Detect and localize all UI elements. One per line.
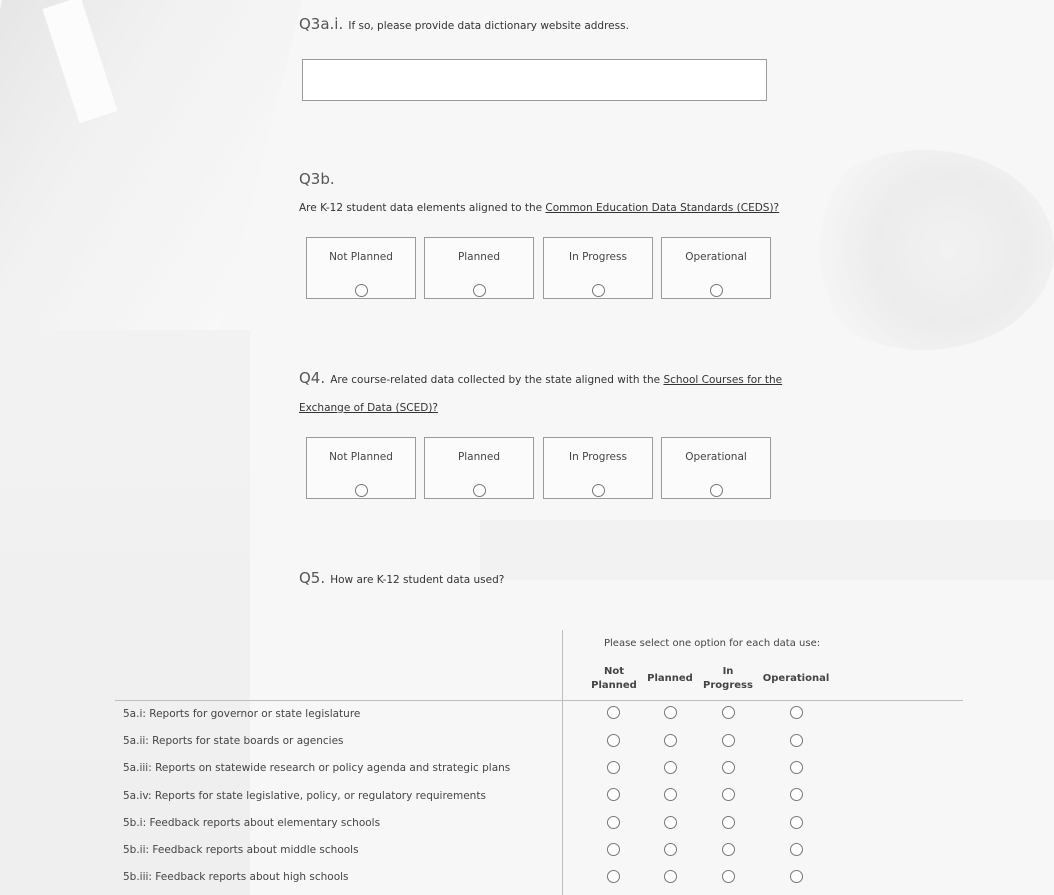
radio-5bii-not-planned[interactable] [607, 843, 620, 856]
q4-label-line1: Q4. Are course-related data collected by the state aligned with the School Courses for the [299, 369, 783, 387]
column-header-in-progress: In Progress [703, 666, 753, 691]
radio-5ai-in-progress[interactable] [722, 706, 735, 719]
radio-5ai-operational[interactable] [790, 706, 803, 719]
option-label: Not Planned [329, 251, 393, 263]
ceds-link[interactable]: Common Education Data Standards (CEDS)? [545, 202, 780, 214]
option-label: Planned [457, 251, 501, 263]
data-dictionary-url-input[interactable] [302, 59, 767, 101]
option-label: In Progress [569, 451, 627, 463]
radio-5aiv-not-planned[interactable] [607, 788, 620, 801]
sced-link-continued[interactable]: Exchange of Data (SCED)? [299, 402, 438, 414]
radio-5aiv-in-progress[interactable] [722, 788, 735, 801]
radio-5aiv-operational[interactable] [790, 788, 803, 801]
matrix-divider-vertical [562, 630, 563, 895]
matrix-instruction: Please select one option for each data use: [604, 638, 821, 649]
matrix-row-label: 5b.ii: Feedback reports about middle schools [123, 844, 359, 856]
radio-5aiii-operational[interactable] [790, 761, 803, 774]
q3b-option-planned[interactable] [424, 237, 534, 299]
q4-label-line2 [299, 396, 438, 415]
radio-5ai-planned[interactable] [664, 706, 677, 719]
sced-link[interactable]: School Courses for the [663, 374, 783, 386]
q3ai-label [299, 14, 629, 33]
radio-5aiii-planned[interactable] [664, 761, 677, 774]
matrix-row-label: 5a.iii: Reports on statewide research or policy agenda and strategic plans [123, 762, 511, 774]
radio-button[interactable] [710, 484, 723, 497]
q3b-option-operational[interactable] [661, 237, 771, 299]
radio-button[interactable] [592, 284, 605, 297]
radio-5aiii-in-progress[interactable] [722, 761, 735, 774]
radio-5biii-not-planned[interactable] [607, 870, 620, 883]
matrix-row-label: 5b.iii: Feedback reports about high schools [123, 871, 349, 883]
q3b-number: Q3b. [299, 170, 335, 188]
radio-5aii-in-progress[interactable] [722, 734, 735, 747]
option-label: Operational [685, 251, 747, 263]
matrix-row-label: 5a.iv: Reports for state legislative, policy, or regulatory requirements [123, 790, 486, 802]
q5-label [299, 568, 504, 587]
question-text: How are K-12 student data used? [330, 574, 505, 586]
column-header-operational: Operational [762, 673, 830, 684]
column-header-not-planned: Not Planned [591, 666, 637, 691]
radio-5bi-operational[interactable] [790, 816, 803, 829]
option-label: Operational [685, 451, 747, 463]
radio-5biii-planned[interactable] [664, 870, 677, 883]
q4-option-planned[interactable] [424, 437, 534, 499]
option-label: In Progress [569, 251, 627, 263]
radio-button[interactable] [355, 284, 368, 297]
radio-5aii-planned[interactable] [664, 734, 677, 747]
q4-option-in-progress[interactable] [543, 437, 653, 499]
question-number: Q5. [299, 569, 326, 587]
radio-5bi-not-planned[interactable] [607, 816, 620, 829]
q4-option-not-planned[interactable] [306, 437, 416, 499]
radio-5biii-in-progress[interactable] [722, 870, 735, 883]
question-text: If so, please provide data dictionary website address. [348, 20, 629, 32]
q4-option-operational[interactable] [661, 437, 771, 499]
q3b-option-not-planned[interactable] [306, 237, 416, 299]
matrix-row-label: 5a.ii: Reports for state boards or agencies [123, 735, 344, 747]
radio-5aii-not-planned[interactable] [607, 734, 620, 747]
radio-5ai-not-planned[interactable] [607, 706, 620, 719]
radio-5biii-operational[interactable] [790, 870, 803, 883]
radio-5bi-in-progress[interactable] [722, 816, 735, 829]
radio-5aii-operational[interactable] [790, 734, 803, 747]
question-number: Q3a.i. [299, 15, 344, 33]
question-number: Q4. [299, 369, 326, 387]
radio-5bii-planned[interactable] [664, 843, 677, 856]
radio-button[interactable] [473, 484, 486, 497]
matrix-row-label: 5b.i: Feedback reports about elementary schools [123, 817, 381, 829]
matrix-divider-horizontal [115, 700, 963, 701]
q3b-text: Are K-12 student data elements aligned to the Common Education Data Standards (CEDS)? [299, 202, 780, 214]
radio-5bii-in-progress[interactable] [722, 843, 735, 856]
radio-5bii-operational[interactable] [790, 843, 803, 856]
radio-button[interactable] [473, 284, 486, 297]
q3b-option-in-progress[interactable] [543, 237, 653, 299]
matrix-row-label: 5a.i: Reports for governor or state legislature [123, 708, 361, 720]
column-header-planned: Planned [647, 673, 693, 684]
radio-5aiii-not-planned[interactable] [607, 761, 620, 774]
option-label: Planned [457, 451, 501, 463]
radio-button[interactable] [710, 284, 723, 297]
radio-5bi-planned[interactable] [664, 816, 677, 829]
option-label: Not Planned [329, 451, 393, 463]
radio-5aiv-planned[interactable] [664, 788, 677, 801]
radio-button[interactable] [355, 484, 368, 497]
radio-button[interactable] [592, 484, 605, 497]
